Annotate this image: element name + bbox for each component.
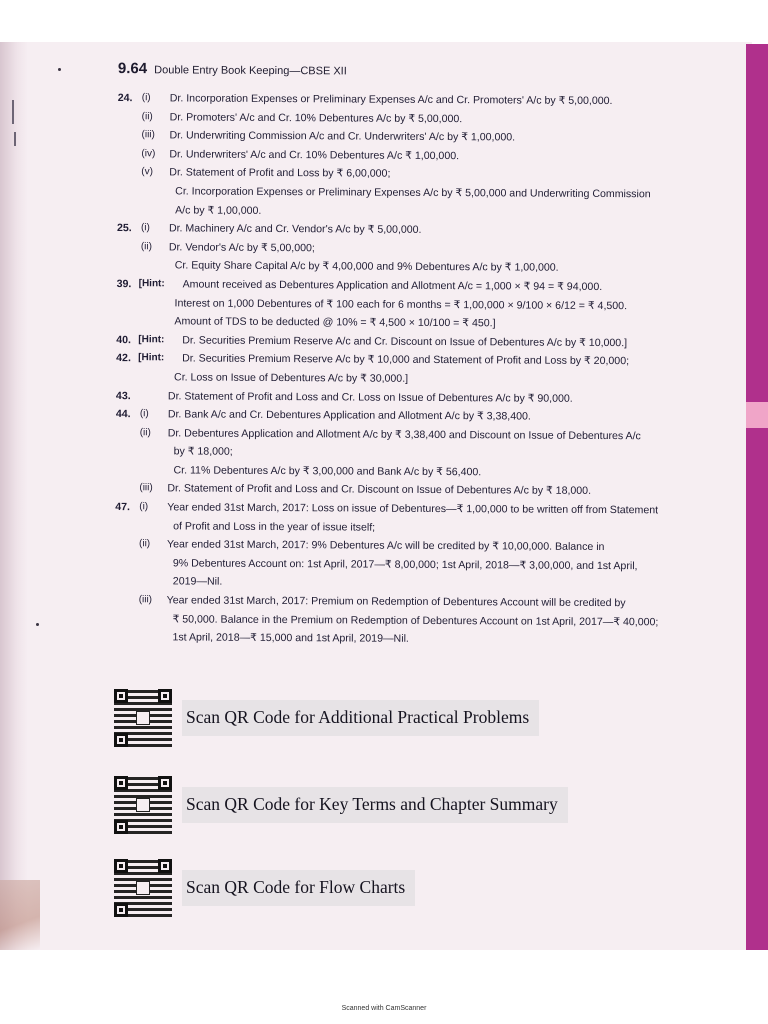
margin-mark (12, 100, 14, 124)
sub-part-label: (i) (139, 408, 149, 420)
qr-item-key-terms[interactable] (114, 773, 568, 837)
answer-text: Dr. Incorporation Expenses or Preliminary Expenses A/c and Cr. Promoters' A/c by ₹ 5,00,000. (169, 92, 613, 108)
answer-text: of Profit and Loss in the year of issue itself; (173, 520, 376, 534)
answer-text: Year ended 31st March, 2017: Loss on issue of Debentures—₹ 1,00,000 to be written off from Statement (167, 501, 659, 517)
answer-text: Dr. Statement of Profit and Loss and Cr. Loss on Issue of Debentures A/c by ₹ 90,000. (167, 389, 573, 405)
question-number: 44. (115, 408, 131, 421)
answer-text: 1st April, 2018—₹ 15,000 and 1st April, 2019—Nil. (172, 631, 409, 646)
answer-text: Amount received as Debentures Application and Allotment A/c = 1,000 × ₹ 94 = ₹ 94,000. (182, 278, 603, 293)
sub-part-label: (i) (139, 501, 149, 513)
hint-label: [Hint: (138, 278, 165, 290)
answer-text: 2019—Nil. (172, 575, 223, 589)
answers-content (108, 60, 754, 664)
sub-part-label: (ii) (141, 110, 153, 122)
page-gutter-shadow (0, 42, 28, 950)
scanner-note: Scanned with CamScanner (341, 1005, 427, 1012)
question-number: 43. (115, 389, 131, 402)
answer-text: Dr. Underwriting Commission A/c and Cr. Underwriters' A/c by ₹ 1,00,000. (169, 129, 516, 144)
hint-label: [Hint: (138, 352, 165, 364)
answer-text: Cr. Incorporation Expenses or Preliminary Expenses A/c by ₹ 5,00,000 and Underwriting Commission (175, 185, 651, 201)
page-corner-edge (0, 880, 40, 950)
answer-text: A/c by ₹ 1,00,000. (175, 203, 262, 217)
margin-dot (58, 68, 61, 71)
answer-text: Cr. Loss on Issue of Debentures A/c by ₹ 30,000.] (174, 371, 409, 385)
sub-part-label: (ii) (139, 538, 151, 550)
question-number: 39. (116, 277, 132, 291)
answer-text: Dr. Statement of Profit and Loss and Cr. Discount on Issue of Debentures A/c by ₹ 18,000. (167, 482, 592, 498)
hint-label: [Hint: (138, 333, 165, 346)
answer-text: Interest on 1,000 Debentures of ₹ 100 each for 6 months = ₹ 1,00,000 × 9/100 × 6/12 = ₹ 4,500. (174, 296, 628, 312)
margin-dot (36, 623, 39, 626)
sub-part-label: (i) (141, 92, 151, 104)
answer-text: 9% Debentures Account on: 1st April, 2017—₹ 8,00,000; 1st April, 2018—₹ 3,00,000, and 1st April, (172, 557, 638, 573)
qr-code-icon[interactable] (114, 859, 172, 917)
answer-text: Cr. 11% Debentures A/c by ₹ 3,00,000 and Bank A/c by ₹ 56,400. (173, 464, 482, 479)
answer-text: Dr. Securities Premium Reserve A/c and Cr. Discount on Issue of Debentures A/c by ₹ 10,000.] (182, 334, 628, 349)
page-header (118, 60, 754, 81)
answer-text: by ₹ 18,000; (173, 445, 233, 459)
question-number: 40. (116, 333, 132, 346)
sub-part-label: (iii) (138, 594, 153, 606)
page-number: 9.64 (117, 60, 148, 78)
question-number: 42. (116, 352, 131, 365)
question-number: 47. (115, 501, 131, 514)
answer-line (108, 628, 750, 651)
answer-text: Dr. Vendor's A/c by ₹ 5,00,000; (168, 241, 315, 254)
sub-part-label: (iii) (139, 482, 153, 494)
answer-text: Amount of TDS to be deducted @ 10% = ₹ 4,500 × 10/100 = ₹ 450.] (174, 315, 496, 330)
sub-part-label: (i) (140, 222, 150, 234)
answer-text: Dr. Bank A/c and Cr. Debentures Application and Allotment A/c by ₹ 3,38,400. (167, 408, 531, 423)
answer-text: Year ended 31st March, 2017: Premium on Redemption of Debentures Account will be credited by (166, 594, 626, 610)
answer-lines (108, 89, 753, 651)
sub-part-label: (ii) (139, 426, 151, 438)
sub-part-label: (iii) (141, 129, 155, 141)
answer-text: Cr. Equity Share Capital A/c by ₹ 4,00,000 and 9% Debentures A/c by ₹ 1,00,000. (174, 259, 559, 275)
qr-item-practical-problems[interactable] (114, 686, 539, 750)
qr-label: Scan QR Code for Key Terms and Chapter Summary (182, 787, 568, 823)
qr-code-icon[interactable] (114, 689, 172, 747)
question-number: 25. (116, 222, 132, 235)
book-title: Double Entry Book Keeping—CBSE XII (154, 64, 347, 78)
margin-mark (14, 132, 16, 146)
answer-text: Dr. Promoters' A/c and Cr. 10% Debentures A/c by ₹ 5,00,000. (169, 110, 463, 125)
qr-label: Scan QR Code for Flow Charts (182, 870, 415, 906)
sub-part-label: (ii) (140, 240, 153, 252)
answer-text: Dr. Statement of Profit and Loss by ₹ 6,00,000; (169, 166, 391, 181)
qr-label: Scan QR Code for Additional Practical Problems (182, 700, 539, 736)
answer-text: Dr. Underwriters' A/c and Cr. 10% Debentures A/c ₹ 1,00,000. (169, 148, 460, 162)
qr-code-icon[interactable] (114, 776, 172, 834)
sub-part-label: (v) (141, 166, 154, 178)
answer-text: Year ended 31st March, 2017: 9% Debentures A/c will be credited by ₹ 10,00,000. Balance in (167, 538, 605, 554)
sub-part-label: (iv) (141, 147, 156, 160)
answer-text: ₹ 50,000. Balance in the Premium on Redemption of Debentures Account on 1st April, 2017—₹ 40,000; (172, 613, 659, 628)
answer-text: Dr. Debentures Application and Allotment A/c by ₹ 3,38,400 and Discount on Issue of Debentures A/c (167, 427, 641, 442)
answer-text: Dr. Securities Premium Reserve A/c by ₹ 10,000 and Statement of Profit and Loss by ₹ 20,000; (182, 352, 630, 368)
qr-item-flow-charts[interactable] (114, 856, 415, 920)
answer-text: Dr. Machinery A/c and Cr. Vendor's A/c by ₹ 5,00,000. (168, 222, 422, 237)
question-number: 24. (117, 92, 133, 105)
